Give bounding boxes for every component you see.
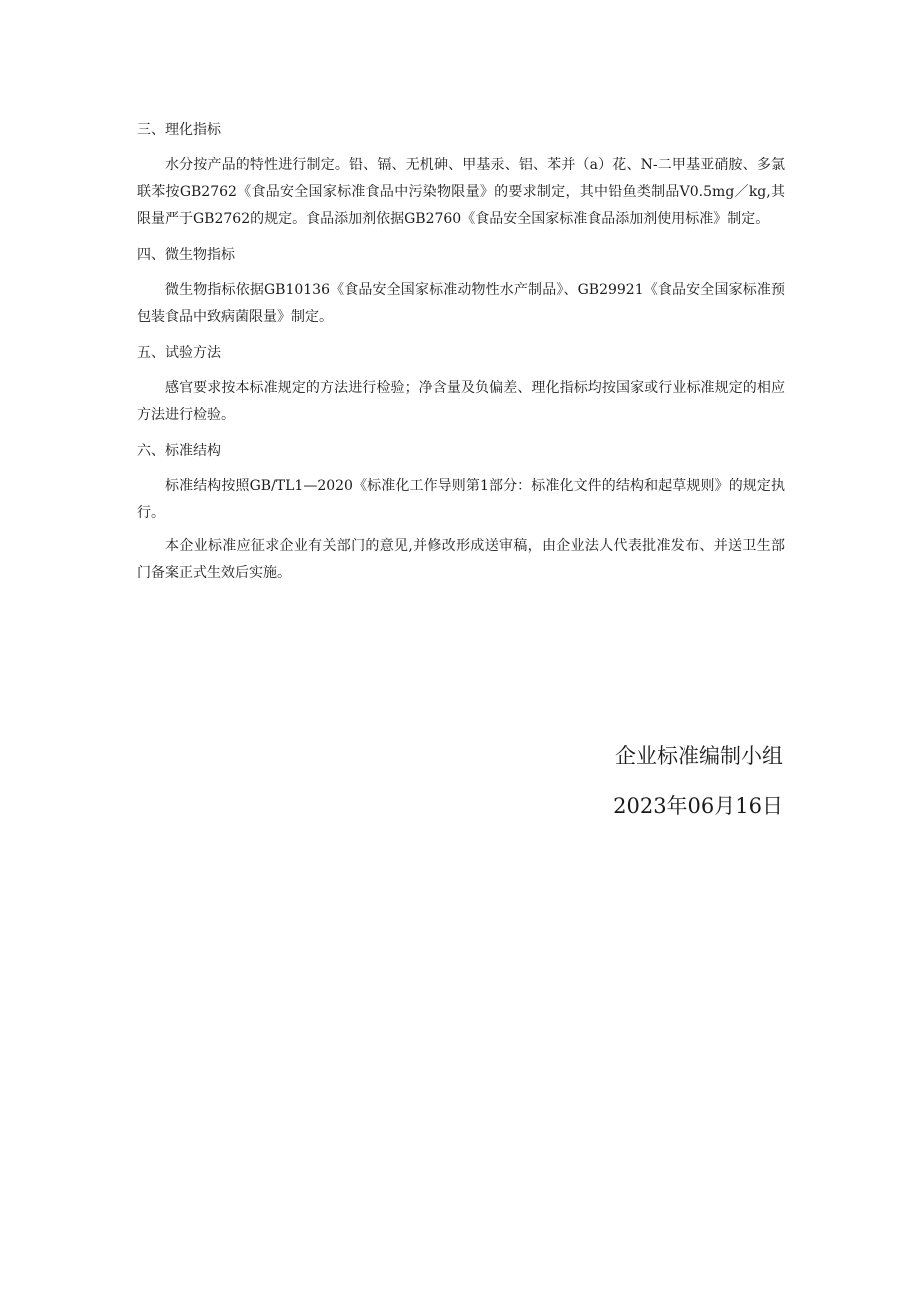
section-heading-physicochemical: 三、理化指标 [137,122,221,138]
signoff-group: 企业标准编制小组 [615,744,783,768]
section-paragraph-physicochemical: 水分按产品的特性进行制定。铅、镉、无机砷、甲基汞、铝、苯并（a）花、N-二甲基亚硝胺、多氯联苯按GB2762《食品安全国家标准食品中污染物限量》的要求制定，其中铅鱼类制品V0.5mg／kg,其限量严于GB2762的规定。食品添加剂依据GB2760《食品安全国家标准食品添加剂使用标准》制定。 [137,157,785,227]
section-heading-test-methods: 五、试验方法 [137,345,221,361]
signoff-date: 2023年06月16日 [613,794,783,818]
section-heading-structure: 六、标准结构 [137,443,221,459]
section-heading-microbial: 四、微生物指标 [137,247,235,263]
section-paragraph-test-methods: 感官要求按本标准规定的方法进行检验；净含量及负偏差、理化指标均按国家或行业标准规定的相应方法进行检验。 [137,380,785,423]
section-paragraph-microbial: 微生物指标依据GB10136《食品安全国家标准动物性水产制品》、GB29921《食品安全国家标准预包装食品中致病菌限量》制定。 [137,282,785,325]
section-paragraph-approval: 本企业标准应征求企业有关部门的意见,并修改形成送审稿，由企业法人代表批准发布、并送卫生部门备案正式生效后实施。 [137,538,785,581]
section-paragraph-structure: 标准结构按照GB/TL1—2020《标准化工作导则第1部分：标准化文件的结构和起草规则》的规定执行。 [137,478,785,521]
document-body [137,118,785,597]
